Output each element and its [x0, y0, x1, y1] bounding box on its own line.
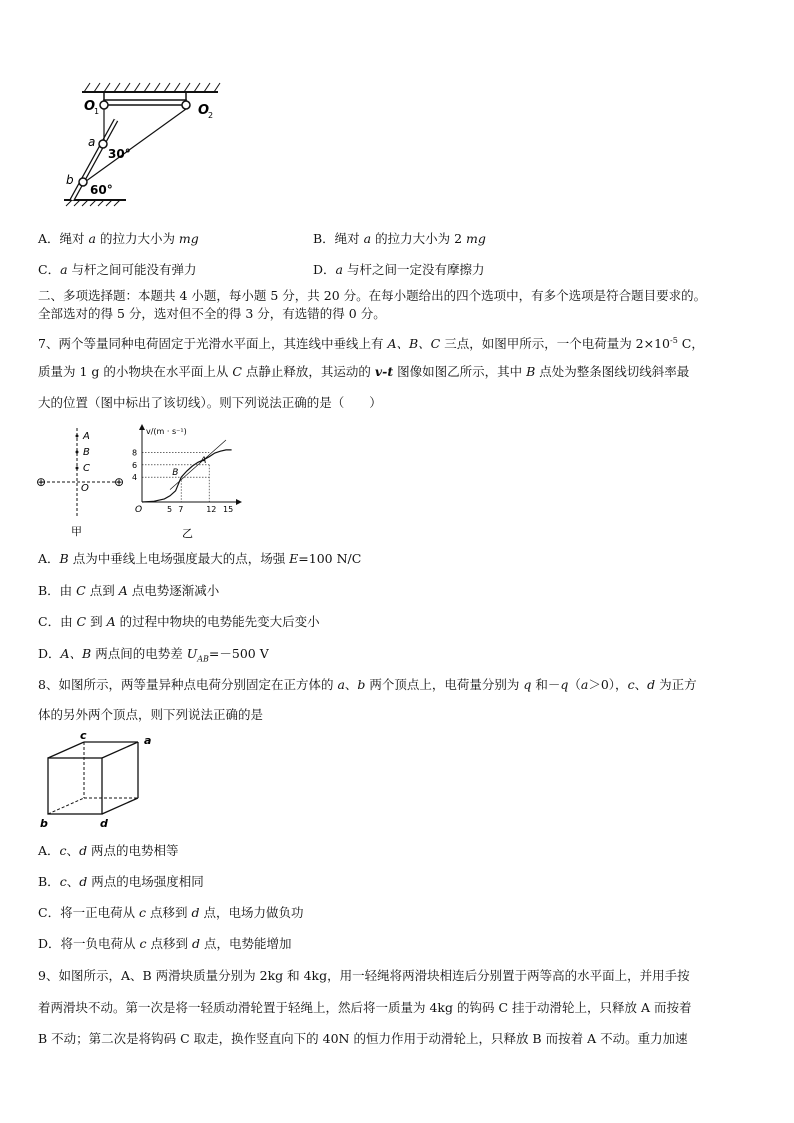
jia-plus-right: ⊕ [114, 475, 125, 489]
option-text: 的拉力大小为 2 [371, 231, 466, 246]
y-tick-label: 6 [132, 460, 138, 470]
q6-option-d[interactable] [313, 262, 484, 278]
label-o2-sub: 2 [208, 111, 214, 120]
point-label-A: A [200, 455, 207, 466]
x-tick-label: 12 [206, 505, 217, 514]
y-tick-label: 4 [132, 473, 138, 483]
label-60deg: 60° [90, 183, 113, 197]
var: a [363, 231, 372, 246]
cube-label-a: a [144, 734, 152, 747]
q8-line1: 8、如图所示，两等量异种点电荷分别固定在正方体的 a、b 两个顶点上，电荷量分别为 q 和－q（a＞0），c、d 为正方 [38, 677, 697, 692]
option-prefix: D． [313, 262, 336, 277]
q6-option-a[interactable] [38, 231, 199, 247]
var: mg [178, 231, 199, 246]
var: a [88, 231, 96, 246]
cube-label-b: b [40, 817, 48, 830]
q8-option-a[interactable]: A．c、d 两点的电势相等 [38, 843, 179, 858]
label-o1-sub: 1 [94, 107, 100, 116]
section2-line1: 二、多项选择题：本题共 4 小题，每小题 5 分，共 20 分。在每小题给出的四个选项中，有多个选项是符合题目要求的。 [38, 288, 707, 303]
point-label-B: B [172, 468, 179, 479]
vt-chart [130, 422, 250, 542]
x-axis-arrow [236, 499, 242, 505]
q7-line1: 7、两个等量同种电荷固定于光滑水平面上，其连线中垂线上有 A、B、C 三点，如图甲所示，一个电荷量为 $2\times 10^{-5}$ C， [38, 336, 704, 352]
option-prefix: B．绳对 [313, 231, 364, 246]
option-prefix: A．绳对 [38, 231, 89, 246]
cube-figure [38, 730, 168, 835]
var: a [60, 262, 68, 277]
label-30deg: 30° [108, 147, 131, 161]
y-axis-label: v/(m · s⁻¹) [146, 427, 187, 436]
q8-line2: 体的另外两个顶点，则下列说法正确的是 [38, 707, 264, 722]
chart-caption: 乙 [182, 527, 193, 540]
q9-line3: B 不动；第二次是将钩码 C 取走，换作竖直向下的 40N 的恒力作用于动滑轮上，只释放 B 而按着 A 不动。重力加速 [38, 1031, 688, 1046]
figure-jia [34, 424, 134, 539]
jia-plus-left: ⊕ [36, 475, 47, 489]
jia-label-c: C [83, 463, 90, 474]
option-text: 的拉力大小为 [95, 231, 179, 246]
q7-option-c[interactable]: C．由 C 到 A 的过程中物块的电势能先变大后变小 [38, 614, 320, 629]
q7-option-d[interactable]: D．A、B 两点间的电势差 $U_{AB}=-500$ V [38, 646, 269, 664]
x-tick-label: 15 [223, 505, 234, 514]
x-tick-label: 7 [178, 505, 184, 514]
jia-label-o: O [81, 483, 89, 494]
q7-option-b[interactable]: B．由 C 点到 A 点电势逐渐减小 [38, 583, 220, 598]
var: a [335, 262, 343, 277]
q6-option-b[interactable] [313, 231, 486, 247]
rod-rope-figure [60, 80, 230, 212]
y-tick-label: 8 [132, 448, 138, 458]
y-axis-arrow [139, 424, 145, 430]
cube-label-d: d [100, 817, 108, 830]
q6-option-c[interactable] [38, 262, 197, 278]
q7-option-a[interactable]: A．B 点为中垂线上电场强度最大的点，场强 E=100 N/C [38, 551, 362, 566]
vt-series-line [142, 450, 232, 502]
q8-option-b[interactable]: B．c、d 两点的电场强度相同 [38, 874, 204, 889]
label-o2: O [198, 103, 210, 118]
label-a: a [88, 135, 96, 149]
label-b: b [66, 173, 74, 187]
origin-label: O [135, 505, 143, 515]
var: mg [466, 231, 486, 246]
option-text: 与杆之间可能没有弹力 [67, 262, 197, 277]
cube-label-c: c [80, 730, 87, 742]
q9-line1: 9、如图所示，A、B 两滑块质量分别为 2kg 和 4kg，用一轻绳将两滑块相连后分别置于两等高的水平面上，并用手按 [38, 968, 690, 983]
jia-label-b: B [83, 447, 90, 458]
q7-line3: 大的位置（图中标出了该切线）。则下列说法正确的是（ ） [38, 395, 382, 410]
jia-caption: 甲 [71, 525, 82, 538]
q8-option-d[interactable]: D．将一负电荷从 c 点移到 d 点，电势能增加 [38, 936, 292, 951]
option-text: 与杆之间一定没有摩擦力 [342, 262, 485, 277]
jia-label-a: A [83, 431, 90, 442]
x-tick-label: 5 [167, 505, 173, 514]
q8-option-c[interactable]: C．将一正电荷从 c 点移到 d 点，电场力做负功 [38, 905, 304, 920]
option-prefix: C． [38, 262, 61, 277]
q9-line2: 着两滑块不动。第一次是将一轻质动滑轮置于轻绳上，然后将一质量为 4kg 的钩码 C 挂于动滑轮上，只释放 A 而按着 [38, 1000, 692, 1015]
label-o1: O [84, 99, 96, 114]
section2-line2: 全部选对的得 5 分，选对但不全的得 3 分，有选错的得 0 分。 [38, 306, 386, 321]
q7-line2: 质量为 1 g 的小物块在水平面上从 C 点静止释放，其运动的 v-t 图像如图乙所示，其中 B 点处为整条图线切线斜率最 [38, 364, 690, 379]
